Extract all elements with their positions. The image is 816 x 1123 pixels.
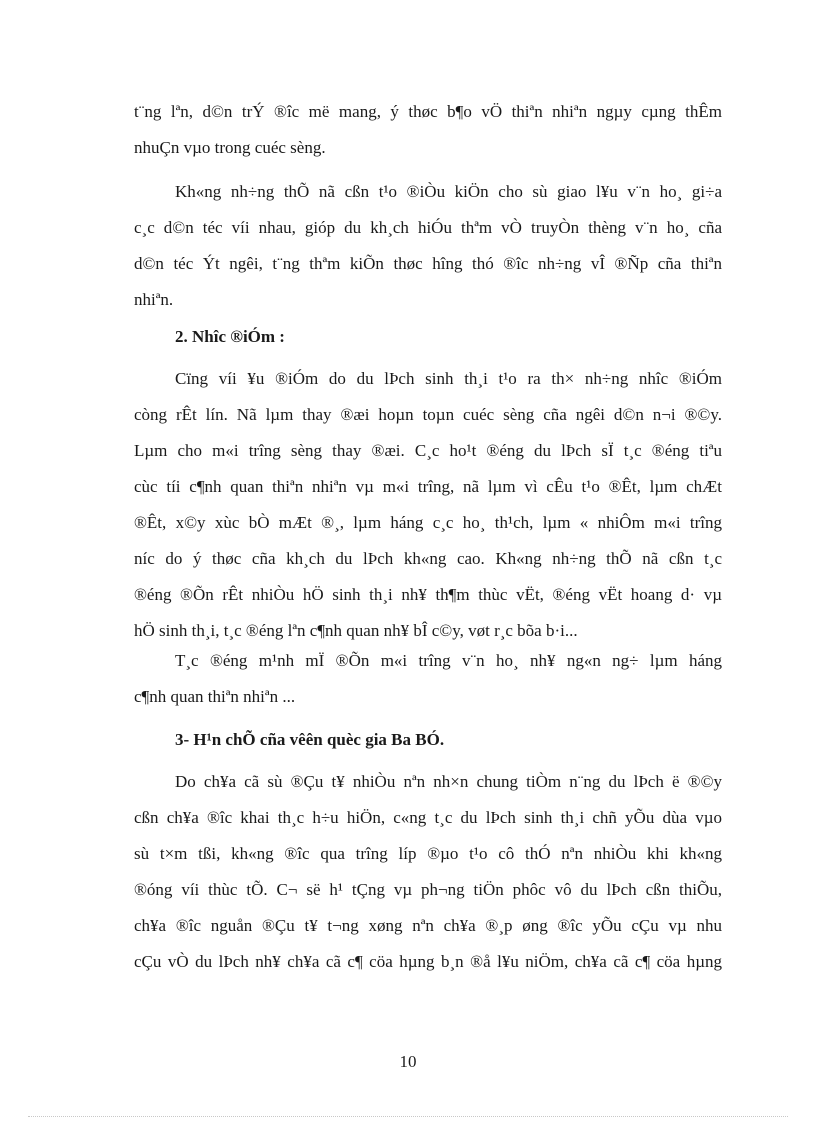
paragraph <box>134 94 722 166</box>
text-line: nhuÇn vµo trong cuéc sèng. <box>134 138 326 157</box>
paragraph <box>134 643 722 715</box>
text-line: Kh«ng nh÷ng thÕ nã cßn t¹o ®iÒu kiÖn cho sù giao l¥u v¨n ho¸ gi÷a <box>175 182 722 201</box>
text-line: c¸c d©n téc víi nhau, gióp du kh¸ch hiÓu thªm vÒ truyÒn thèng v¨n ho¸ cña <box>134 218 722 237</box>
text-line: c¶nh quan thiªn nhiªn ... <box>134 687 296 706</box>
text-line: ®óng víi thùc tÕ. C¬ së h¹ tÇng vµ ph¬ng tiÖn phôc vô du lÞch cßn thiÕu, <box>134 880 722 899</box>
text-line: níc do ý thøc cña kh¸ch du lÞch kh«ng cao. Kh«ng nh÷ng thÕ nã cßn t¸c <box>134 549 722 568</box>
text-line: ®Êt, x©y xùc bÒ mÆt ®¸, lµm háng c¸c ho¸ th¹ch, lµm « nhiÔm m«i trîng <box>134 513 722 532</box>
text-line: cßn ch¥a ®îc khai th¸c h÷u hiÖn, c«ng t¸c du lÞch sinh th¸i chñ yÕu dùa vµo <box>134 808 722 827</box>
text-line: t¨ng lªn, d©n trÝ ®îc më mang, ý thøc b¶o vÖ thiªn nhiªn ngµy cµng thÊm <box>134 102 722 121</box>
paragraph <box>134 361 722 649</box>
section-heading: 2. Nhîc ®iÓm : <box>175 327 285 346</box>
text-line: sù t×m tßi, kh«ng ®îc qua trîng líp ®µo t¹o cô thÓ nªn nhiÒu khi kh«ng <box>134 844 722 863</box>
page-bottom-divider <box>28 1116 788 1117</box>
text-line: cÇu vÒ du lÞch nh¥ ch¥a cã c¶ cöa hµng b¸n ®å l¥u niÖm, ch¥a cã c¶ cöa hµng <box>134 952 722 971</box>
page-number: 10 <box>399 1052 417 1071</box>
section-heading: 3- H¹n chÕ cña vêên quèc gia Ba BÓ. <box>175 730 445 749</box>
text-line: Do ch¥a cã sù ®Çu t¥ nhiÒu nªn nh×n chung tiÒm n¨ng du lÞch ë ®©y <box>175 772 722 791</box>
text-line: Cïng víi ¥u ®iÓm do du lÞch sinh th¸i t¹o ra th× nh÷ng nhîc ®iÓm <box>175 369 722 388</box>
paragraph <box>134 174 722 318</box>
text-line: T¸c ®éng m¹nh mÏ ®Õn m«i trîng v¨n ho¸ nh¥ ng«n ng÷ lµm háng <box>175 651 722 670</box>
text-line: hÖ sinh th¸i, t¸c ®éng lªn c¶nh quan nh¥ bÎ c©y, vøt r¸c bõa b·i... <box>134 621 578 640</box>
text-line: Lµm cho m«i trîng sèng thay ®æi. C¸c ho¹t ®éng du lÞch sÏ t¸c ®éng tiªu <box>134 441 722 460</box>
text-line: ®éng ®Õn rÊt nhiÒu hÖ sinh th¸i nh¥ th¶m thùc vËt, ®éng vËt hoang d· vµ <box>134 585 722 604</box>
paragraph <box>134 764 722 980</box>
text-line: d©n téc Ýt ngêi, t¨ng thªm kiÕn thøc hîng thó ®îc nh÷ng vÎ ®Ñp cña thiªn <box>134 254 722 273</box>
text-line: nhiªn. <box>134 290 174 309</box>
text-line: ch¥a ®îc nguån ®Çu t¥ t¬ng xøng nªn ch¥a ®¸p øng ®îc yÕu cÇu vµ nhu <box>134 916 722 935</box>
text-line: cùc tíi c¶nh quan thiªn nhiªn vµ m«i trîng, nã lµm vì cÊu t¹o ®Êt, lµm chÆt <box>134 477 722 496</box>
text-line: còng rÊt lín. Nã lµm thay ®æi hoµn toµn cuéc sèng cña ngêi d©n n¬i ®©y. <box>134 405 722 424</box>
